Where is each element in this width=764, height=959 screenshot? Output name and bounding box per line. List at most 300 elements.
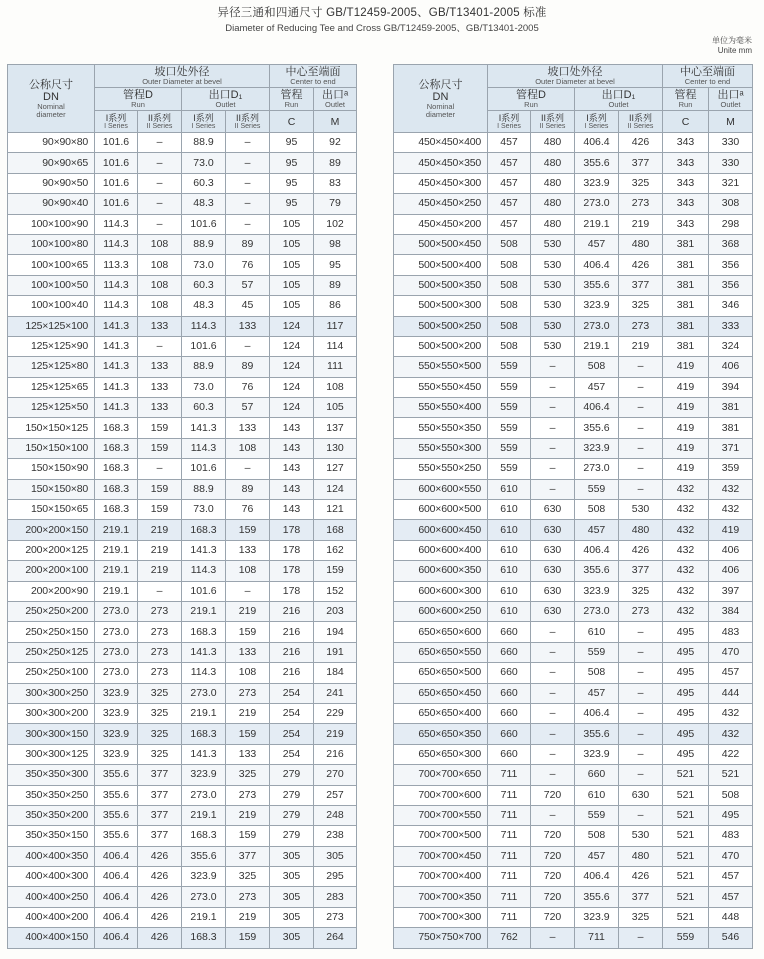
run-series-1-cell: 114.3: [95, 234, 138, 254]
c-cell: 343: [663, 133, 709, 153]
outlet-series-2-cell: 480: [619, 234, 663, 254]
outlet-series-2-cell: 530: [619, 826, 663, 846]
m-cell: 114: [314, 336, 357, 356]
table-row: [394, 153, 753, 173]
outlet-series-2-cell: –: [226, 173, 270, 193]
run-series-1-cell: 406.4: [95, 867, 138, 887]
run-series-1-cell: 355.6: [95, 785, 138, 805]
outlet-series-2-cell: –: [226, 336, 270, 356]
outlet-series-2-cell: 377: [619, 275, 663, 295]
c-cell: 105: [270, 255, 314, 275]
outlet-series-2-cell: –: [226, 133, 270, 153]
m-cell: 108: [314, 377, 357, 397]
run-header: 管程D Run: [488, 88, 575, 111]
dn-cell: 600×600×350: [394, 561, 488, 581]
dn-cell: 125×125×80: [8, 357, 95, 377]
run-series-1-cell: 114.3: [95, 275, 138, 295]
run-series-1-cell: 711: [488, 846, 531, 866]
table-row: [394, 316, 753, 336]
dn-cell: 100×100×40: [8, 296, 95, 316]
run-series-2-cell: –: [531, 744, 575, 764]
dn-cell: 650×650×500: [394, 663, 488, 683]
outlet-series-1-cell: 406.4: [575, 703, 619, 723]
outlet-series-2-cell: 426: [619, 540, 663, 560]
run-series-1-cell: 711: [488, 887, 531, 907]
dn-cell: 450×450×200: [394, 214, 488, 234]
m-cell: 483: [709, 622, 753, 642]
table-row: [8, 683, 357, 703]
m-cell: 86: [314, 296, 357, 316]
c-cell: 419: [663, 459, 709, 479]
table-row: [394, 438, 753, 458]
run-series-2-cell: 530: [531, 316, 575, 336]
outlet-series-2-cell: –: [619, 459, 663, 479]
outer-diameter-header: 坡口处外径 Outer Diameter at bevel: [488, 65, 663, 88]
run-series-2-cell: 133: [138, 357, 182, 377]
outlet-series-1-cell: 273.0: [575, 601, 619, 621]
outlet-series-2-cell: –: [619, 928, 663, 948]
c-cell: 279: [270, 805, 314, 825]
run-series-2-cell: 630: [531, 561, 575, 581]
c-cell: 432: [663, 561, 709, 581]
c-cell: 495: [663, 663, 709, 683]
dn-cell: 650×650×550: [394, 642, 488, 662]
table-row: [394, 194, 753, 214]
run-series-1-cell: 711: [488, 765, 531, 785]
table-row: [394, 275, 753, 295]
outlet-series-2-cell: 325: [619, 173, 663, 193]
run-series-1-cell: 273.0: [95, 642, 138, 662]
run-series-1-cell: 610: [488, 561, 531, 581]
run-header: 管程D Run: [95, 88, 182, 111]
run-series-1-cell: 660: [488, 703, 531, 723]
run-series-1-cell: 660: [488, 724, 531, 744]
c-cell: 279: [270, 765, 314, 785]
outlet-series-2-header: II系列 II Series: [226, 111, 270, 133]
run-series-1-cell: 610: [488, 479, 531, 499]
outlet-series-1-cell: 273.0: [575, 316, 619, 336]
c-cell: 521: [663, 805, 709, 825]
outlet-series-2-cell: 325: [619, 907, 663, 927]
run-series-2-cell: 133: [138, 377, 182, 397]
run-series-2-cell: 720: [531, 867, 575, 887]
outlet-series-2-cell: 426: [619, 255, 663, 275]
c-cell: 559: [663, 928, 709, 948]
run-series-2-cell: 630: [531, 540, 575, 560]
m-cell: 229: [314, 703, 357, 723]
table-row: [8, 153, 357, 173]
dn-cell: 500×500×300: [394, 296, 488, 316]
dn-cell: 200×200×150: [8, 520, 95, 540]
outlet-series-1-cell: 355.6: [575, 724, 619, 744]
outlet-series-2-cell: 57: [226, 398, 270, 418]
dn-cell: 350×350×300: [8, 765, 95, 785]
run-series-2-cell: –: [531, 479, 575, 499]
dn-cell: 700×700×550: [394, 805, 488, 825]
dn-cell: 700×700×650: [394, 765, 488, 785]
m-cell: 111: [314, 357, 357, 377]
table-row: [8, 357, 357, 377]
outlet-series-2-cell: 480: [619, 846, 663, 866]
outlet-series-1-cell: 60.3: [182, 398, 226, 418]
table-row: [394, 133, 753, 153]
run-series-2-cell: 273: [138, 601, 182, 621]
m-cell: 384: [709, 601, 753, 621]
c-cell: 495: [663, 724, 709, 744]
table-row: [8, 214, 357, 234]
run-series-1-cell: 219.1: [95, 540, 138, 560]
table-row: [394, 296, 753, 316]
m-cell: 419: [709, 520, 753, 540]
run-series-1-cell: 508: [488, 275, 531, 295]
run-series-2-cell: 108: [138, 234, 182, 254]
run-series-1-cell: 559: [488, 377, 531, 397]
run-series-1-cell: 114.3: [95, 214, 138, 234]
m-cell: 470: [709, 846, 753, 866]
c-cell: 419: [663, 438, 709, 458]
nominal-header: 公称尺寸 DN Nominal diameter: [8, 65, 95, 133]
outlet-series-1-cell: 141.3: [182, 540, 226, 560]
outlet-series-2-cell: 273: [226, 887, 270, 907]
c-cell: 216: [270, 622, 314, 642]
outlet-series-2-cell: 108: [226, 438, 270, 458]
run-series-2-cell: 377: [138, 785, 182, 805]
run-series-2-cell: 720: [531, 785, 575, 805]
outer-diameter-header: 坡口处外径 Outer Diameter at bevel: [95, 65, 270, 88]
c-cell: 495: [663, 642, 709, 662]
run-series-1-cell: 762: [488, 928, 531, 948]
m-cell: 432: [709, 724, 753, 744]
m-cell: 89: [314, 153, 357, 173]
run-series-2-cell: 530: [531, 234, 575, 254]
m-cell: 273: [314, 907, 357, 927]
run-series-2-cell: 377: [138, 765, 182, 785]
table-row: [8, 744, 357, 764]
run-series-2-cell: 530: [531, 275, 575, 295]
m-cell: 95: [314, 255, 357, 275]
dn-cell: 650×650×350: [394, 724, 488, 744]
table-row: [394, 173, 753, 193]
run-series-2-cell: 377: [138, 805, 182, 825]
dn-cell: 250×250×200: [8, 601, 95, 621]
c-cell: 495: [663, 622, 709, 642]
table-row: [394, 703, 753, 723]
run-series-2-cell: –: [531, 928, 575, 948]
m-cell: 117: [314, 316, 357, 336]
run-series-2-cell: –: [531, 459, 575, 479]
run-series-1-cell: 406.4: [95, 846, 138, 866]
run-series-2-cell: 630: [531, 601, 575, 621]
run-series-1-cell: 273.0: [95, 622, 138, 642]
table-row: [8, 724, 357, 744]
c-cell: 495: [663, 703, 709, 723]
run-series-1-cell: 355.6: [95, 765, 138, 785]
outlet-series-1-cell: 273.0: [575, 194, 619, 214]
table-row: [8, 459, 357, 479]
c-cell: 143: [270, 459, 314, 479]
c-cell: 143: [270, 500, 314, 520]
outlet-series-1-cell: 73.0: [182, 255, 226, 275]
dn-cell: 600×600×550: [394, 479, 488, 499]
run-series-1-cell: 141.3: [95, 377, 138, 397]
outlet-series-2-cell: 133: [226, 418, 270, 438]
dn-cell: 350×350×250: [8, 785, 95, 805]
m-cell: 448: [709, 907, 753, 927]
outlet-series-1-cell: 711: [575, 928, 619, 948]
nominal-header: 公称尺寸 DN Nominal diameter: [394, 65, 488, 133]
c-cell: 495: [663, 744, 709, 764]
run-series-1-cell: 323.9: [95, 724, 138, 744]
run-series-2-cell: 426: [138, 928, 182, 948]
outlet-series-1-cell: 406.4: [575, 867, 619, 887]
run-series-2-cell: 159: [138, 438, 182, 458]
run-series-2-cell: 325: [138, 724, 182, 744]
outlet-series-1-cell: 355.6: [575, 153, 619, 173]
run-series-1-cell: 508: [488, 316, 531, 336]
dn-cell: 90×90×80: [8, 133, 95, 153]
table-row: [394, 540, 753, 560]
dn-cell: 400×400×200: [8, 907, 95, 927]
c-cell: 143: [270, 438, 314, 458]
table-row: [8, 928, 357, 948]
outlet-series-1-cell: 60.3: [182, 275, 226, 295]
outlet-series-1-cell: 114.3: [182, 438, 226, 458]
c-cell: 419: [663, 418, 709, 438]
run-series-2-cell: 720: [531, 846, 575, 866]
table-row: [8, 479, 357, 499]
outlet-series-1-cell: 73.0: [182, 500, 226, 520]
run-series-1-cell: 610: [488, 520, 531, 540]
run-series-2-cell: –: [138, 194, 182, 214]
outlet-series-1-cell: 219.1: [182, 907, 226, 927]
run-series-1-cell: 508: [488, 336, 531, 356]
dn-cell: 450×450×300: [394, 173, 488, 193]
outlet-series-1-cell: 406.4: [575, 540, 619, 560]
dn-cell: 400×400×250: [8, 887, 95, 907]
outlet-series-2-cell: 377: [619, 561, 663, 581]
dn-cell: 500×500×400: [394, 255, 488, 275]
outlet-series-1-cell: 355.6: [182, 846, 226, 866]
dn-cell: 250×250×100: [8, 663, 95, 683]
outlet-series-2-cell: –: [619, 398, 663, 418]
run-series-1-cell: 101.6: [95, 133, 138, 153]
m-cell: 194: [314, 622, 357, 642]
m-cell: 121: [314, 500, 357, 520]
m-cell: 105: [314, 398, 357, 418]
m-cell: 295: [314, 867, 357, 887]
run-series-1-cell: 406.4: [95, 907, 138, 927]
table-row: [394, 336, 753, 356]
table-row: [8, 500, 357, 520]
dn-cell: 700×700×300: [394, 907, 488, 927]
dn-cell: 500×500×450: [394, 234, 488, 254]
run-series-1-cell: 457: [488, 173, 531, 193]
outlet-series-1-cell: 273.0: [182, 785, 226, 805]
m-cell: 203: [314, 601, 357, 621]
unit-note-en: Unite mm: [717, 46, 752, 55]
outlet-series-2-cell: 426: [619, 133, 663, 153]
outlet-series-1-cell: 114.3: [182, 561, 226, 581]
outlet-series-1-cell: 457: [575, 377, 619, 397]
outlet-series-1-cell: 88.9: [182, 234, 226, 254]
dn-cell: 650×650×450: [394, 683, 488, 703]
m-cell: 127: [314, 459, 357, 479]
outlet-series-2-cell: 133: [226, 744, 270, 764]
dn-cell: 700×700×500: [394, 826, 488, 846]
table-row: [8, 438, 357, 458]
dn-cell: 600×600×300: [394, 581, 488, 601]
run-series-1-cell: 457: [488, 133, 531, 153]
center-outlet-header: 出口ᵃ Outlet: [314, 88, 357, 111]
dn-cell: 300×300×125: [8, 744, 95, 764]
outlet-series-1-cell: 406.4: [575, 398, 619, 418]
run-series-2-cell: –: [138, 214, 182, 234]
run-series-1-cell: 219.1: [95, 561, 138, 581]
run-series-2-cell: –: [531, 398, 575, 418]
run-series-1-cell: 559: [488, 418, 531, 438]
run-series-1-cell: 508: [488, 255, 531, 275]
c-cell: 381: [663, 255, 709, 275]
run-series-1-cell: 323.9: [95, 744, 138, 764]
run-series-1-cell: 273.0: [95, 601, 138, 621]
outlet-series-1-cell: 114.3: [182, 316, 226, 336]
c-cell: 105: [270, 275, 314, 295]
table-row: [8, 642, 357, 662]
c-cell: 95: [270, 153, 314, 173]
outlet-series-1-cell: 355.6: [575, 561, 619, 581]
dn-cell: 550×550×400: [394, 398, 488, 418]
dn-cell: 450×450×400: [394, 133, 488, 153]
run-series-1-cell: 406.4: [95, 887, 138, 907]
left-dimension-table: [7, 64, 357, 949]
run-series-1-cell: 660: [488, 642, 531, 662]
dn-cell: 400×400×300: [8, 867, 95, 887]
outlet-series-2-cell: 273: [619, 601, 663, 621]
outlet-header: 出口D₁ Outlet: [575, 88, 663, 111]
dn-cell: 200×200×125: [8, 540, 95, 560]
outlet-series-2-cell: 133: [226, 316, 270, 336]
c-cell: 124: [270, 336, 314, 356]
m-cell: 546: [709, 928, 753, 948]
c-cell: 178: [270, 581, 314, 601]
outlet-series-2-cell: –: [619, 765, 663, 785]
table-row: [8, 316, 357, 336]
outlet-series-2-cell: –: [619, 357, 663, 377]
c-cell: 254: [270, 744, 314, 764]
run-series-1-cell: 323.9: [95, 683, 138, 703]
m-header: M: [314, 111, 357, 133]
dn-cell: 700×700×400: [394, 867, 488, 887]
run-series-2-cell: 108: [138, 275, 182, 295]
dn-cell: 150×150×65: [8, 500, 95, 520]
run-series-2-cell: 630: [531, 520, 575, 540]
m-cell: 89: [314, 275, 357, 295]
c-header: C: [663, 111, 709, 133]
outlet-series-2-cell: –: [619, 724, 663, 744]
c-cell: 521: [663, 765, 709, 785]
outlet-series-1-cell: 457: [575, 234, 619, 254]
dn-cell: 550×550×300: [394, 438, 488, 458]
run-series-1-cell: 711: [488, 826, 531, 846]
outlet-series-1-cell: 88.9: [182, 357, 226, 377]
outlet-series-2-cell: 325: [619, 296, 663, 316]
outlet-series-2-cell: 325: [619, 581, 663, 601]
outlet-series-2-cell: 325: [226, 867, 270, 887]
c-cell: 178: [270, 561, 314, 581]
run-series-1-cell: 355.6: [95, 826, 138, 846]
dn-cell: 600×600×250: [394, 601, 488, 621]
dn-cell: 550×550×250: [394, 459, 488, 479]
outlet-series-1-cell: 457: [575, 846, 619, 866]
outlet-series-2-cell: –: [619, 805, 663, 825]
run-series-1-cell: 219.1: [95, 520, 138, 540]
dn-cell: 350×350×150: [8, 826, 95, 846]
run-series-1-cell: 457: [488, 153, 531, 173]
run-series-1-cell: 168.3: [95, 479, 138, 499]
run-series-2-cell: –: [138, 173, 182, 193]
outlet-series-1-cell: 88.9: [182, 133, 226, 153]
run-series-2-cell: 426: [138, 867, 182, 887]
table-row: [8, 275, 357, 295]
c-cell: 432: [663, 479, 709, 499]
dn-cell: 90×90×65: [8, 153, 95, 173]
outlet-series-2-cell: 76: [226, 500, 270, 520]
outlet-series-2-cell: –: [226, 459, 270, 479]
unit-note-cn: 单位为毫米: [712, 36, 752, 45]
run-series-2-cell: 108: [138, 255, 182, 275]
outlet-series-2-cell: 426: [619, 867, 663, 887]
table-row: [8, 663, 357, 683]
table-row: [394, 867, 753, 887]
dn-cell: 150×150×90: [8, 459, 95, 479]
m-cell: 130: [314, 438, 357, 458]
run-series-2-cell: –: [531, 377, 575, 397]
outlet-series-2-cell: –: [619, 418, 663, 438]
outlet-series-2-cell: 219: [226, 601, 270, 621]
dn-cell: 550×550×450: [394, 377, 488, 397]
outlet-series-1-cell: 273.0: [182, 887, 226, 907]
c-cell: 432: [663, 520, 709, 540]
run-series-2-cell: 108: [138, 296, 182, 316]
table-row: [8, 336, 357, 356]
outlet-series-1-cell: 73.0: [182, 377, 226, 397]
run-series-1-cell: 457: [488, 194, 531, 214]
dn-cell: 250×250×125: [8, 642, 95, 662]
run-series-2-cell: –: [138, 581, 182, 601]
outlet-series-1-cell: 273.0: [575, 459, 619, 479]
table-row: [394, 561, 753, 581]
outlet-series-2-cell: 159: [226, 928, 270, 948]
outlet-series-1-cell: 168.3: [182, 622, 226, 642]
table-row: [8, 133, 357, 153]
m-cell: 432: [709, 479, 753, 499]
c-cell: 381: [663, 336, 709, 356]
run-series-2-cell: 480: [531, 214, 575, 234]
outlet-series-1-cell: 610: [575, 785, 619, 805]
run-series-2-cell: –: [531, 622, 575, 642]
table-row: [8, 805, 357, 825]
dn-cell: 550×550×350: [394, 418, 488, 438]
outlet-series-1-cell: 406.4: [575, 133, 619, 153]
m-cell: 470: [709, 642, 753, 662]
outlet-series-2-cell: 219: [226, 805, 270, 825]
m-cell: 324: [709, 336, 753, 356]
run-series-2-cell: –: [531, 765, 575, 785]
run-series-1-cell: 457: [488, 214, 531, 234]
run-series-2-cell: 480: [531, 153, 575, 173]
c-cell: 178: [270, 520, 314, 540]
dn-cell: 400×400×150: [8, 928, 95, 948]
